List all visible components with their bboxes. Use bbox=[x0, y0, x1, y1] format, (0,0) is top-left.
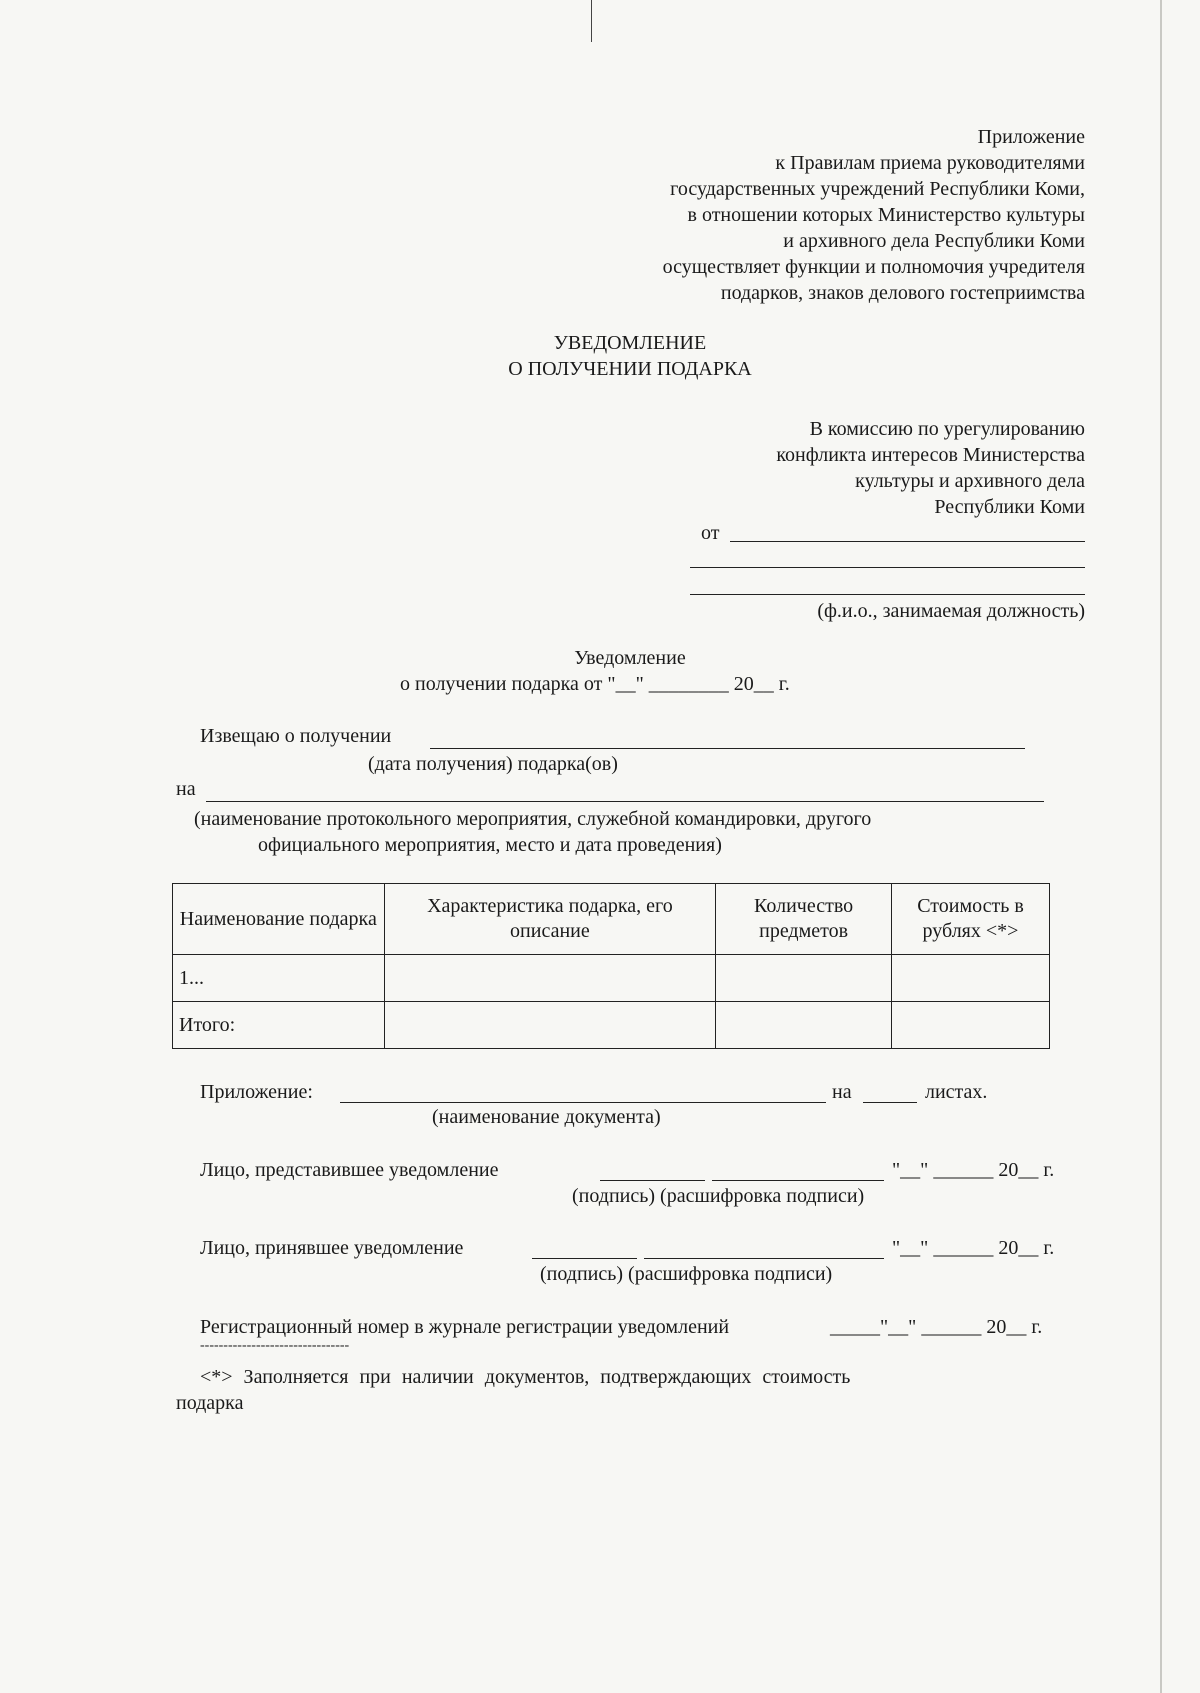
footnote-line-1: <*> Заполняется при наличии документов, подтверждающих стоимость bbox=[200, 1366, 851, 1388]
table-cell[interactable] bbox=[384, 955, 716, 1002]
header-item-count: Количество предметов bbox=[716, 884, 892, 955]
addressee-line-4: Республики Коми bbox=[934, 496, 1085, 518]
table-cell[interactable]: 1... bbox=[173, 955, 385, 1002]
from-caption: (ф.и.о., занимаемая должность) bbox=[817, 600, 1085, 622]
inform-date-line[interactable] bbox=[430, 748, 1025, 749]
accepted-signature-line[interactable] bbox=[532, 1258, 637, 1259]
header-line-7: подарков, знаков делового гостеприимства bbox=[720, 282, 1085, 304]
header-line-3: государственных учреждений Республики Коми, bbox=[670, 178, 1085, 200]
notice-subheading: о получении подарка от "__" ________ 20__ г. bbox=[400, 673, 790, 695]
header-line-2: к Правилам приема руководителями bbox=[775, 152, 1085, 174]
addressee-line-1: В комиссию по урегулированию bbox=[809, 418, 1085, 440]
table-header-row bbox=[173, 884, 1050, 955]
event-line[interactable] bbox=[206, 801, 1044, 802]
header-line-6: осуществляет функции и полномочия учредителя bbox=[662, 256, 1085, 278]
event-caption-2: официального мероприятия, место и дата проведения) bbox=[258, 834, 722, 856]
header-gift-name: Наименование подарка bbox=[173, 884, 385, 955]
from-line-1[interactable] bbox=[730, 541, 1085, 542]
table-cell[interactable] bbox=[384, 1002, 716, 1049]
scan-mark bbox=[591, 0, 592, 42]
submitted-label: Лицо, представившее уведомление bbox=[200, 1159, 499, 1181]
scan-edge bbox=[1160, 0, 1162, 1693]
inform-label: Извещаю о получении bbox=[200, 725, 392, 747]
registration-label: Регистрационный номер в журнале регистрации уведомлений bbox=[200, 1316, 730, 1338]
footnote-separator: -------------------------------- bbox=[200, 1338, 350, 1353]
gifts-table bbox=[172, 883, 1050, 1049]
table-row bbox=[173, 955, 1050, 1002]
table-cell[interactable] bbox=[716, 955, 892, 1002]
notice-heading: Уведомление bbox=[574, 647, 686, 669]
from-label: от bbox=[701, 522, 720, 544]
submitted-caption: (подпись) (расшифровка подписи) bbox=[572, 1185, 865, 1207]
attachment-on: на bbox=[832, 1081, 852, 1103]
table-cell[interactable] bbox=[716, 1002, 892, 1049]
addressee-line-3: культуры и архивного дела bbox=[855, 470, 1085, 492]
header-line-5: и архивного дела Республики Коми bbox=[783, 230, 1085, 252]
submitted-signature-line[interactable] bbox=[600, 1180, 705, 1181]
header-line-1: Приложение bbox=[977, 126, 1085, 148]
header-gift-description: Характеристика подарка, его описание bbox=[384, 884, 716, 955]
submitted-date: "__" ______ 20__ г. bbox=[892, 1159, 1055, 1181]
table-cell[interactable] bbox=[891, 955, 1049, 1002]
registration-date: _____"__" ______ 20__ г. bbox=[830, 1316, 1043, 1338]
attachment-sheets: листах. bbox=[925, 1081, 988, 1103]
header-cost: Стоимость в рублях <*> bbox=[891, 884, 1049, 955]
submitted-name-line[interactable] bbox=[712, 1180, 884, 1181]
attachment-caption: (наименование документа) bbox=[432, 1106, 661, 1128]
addressee-line-2: конфликта интересов Министерства bbox=[776, 444, 1085, 466]
header-line-4: в отношении которых Министерство культуры bbox=[687, 204, 1085, 226]
table-cell[interactable] bbox=[891, 1002, 1049, 1049]
event-caption-1: (наименование протокольного мероприятия, служебной командировки, другого bbox=[194, 808, 872, 830]
title-line-1: УВЕДОМЛЕНИЕ bbox=[553, 332, 707, 354]
accepted-label: Лицо, принявшее уведомление bbox=[200, 1237, 464, 1259]
from-line-3[interactable] bbox=[690, 594, 1085, 595]
inform-caption: (дата получения) подарка(ов) bbox=[368, 753, 618, 775]
accepted-date: "__" ______ 20__ г. bbox=[892, 1237, 1055, 1259]
from-line-2[interactable] bbox=[690, 567, 1085, 568]
attachment-label: Приложение: bbox=[200, 1081, 313, 1103]
attachment-line[interactable] bbox=[340, 1102, 826, 1103]
accepted-name-line[interactable] bbox=[644, 1258, 884, 1259]
on-label: на bbox=[176, 778, 196, 800]
attachment-sheets-line[interactable] bbox=[863, 1102, 917, 1103]
title-line-2: О ПОЛУЧЕНИИ ПОДАРКА bbox=[508, 358, 752, 380]
accepted-caption: (подпись) (расшифровка подписи) bbox=[540, 1263, 833, 1285]
footnote-line-2: подарка bbox=[176, 1392, 244, 1414]
table-row-total bbox=[173, 1002, 1050, 1049]
table-cell: Итого: bbox=[173, 1002, 385, 1049]
